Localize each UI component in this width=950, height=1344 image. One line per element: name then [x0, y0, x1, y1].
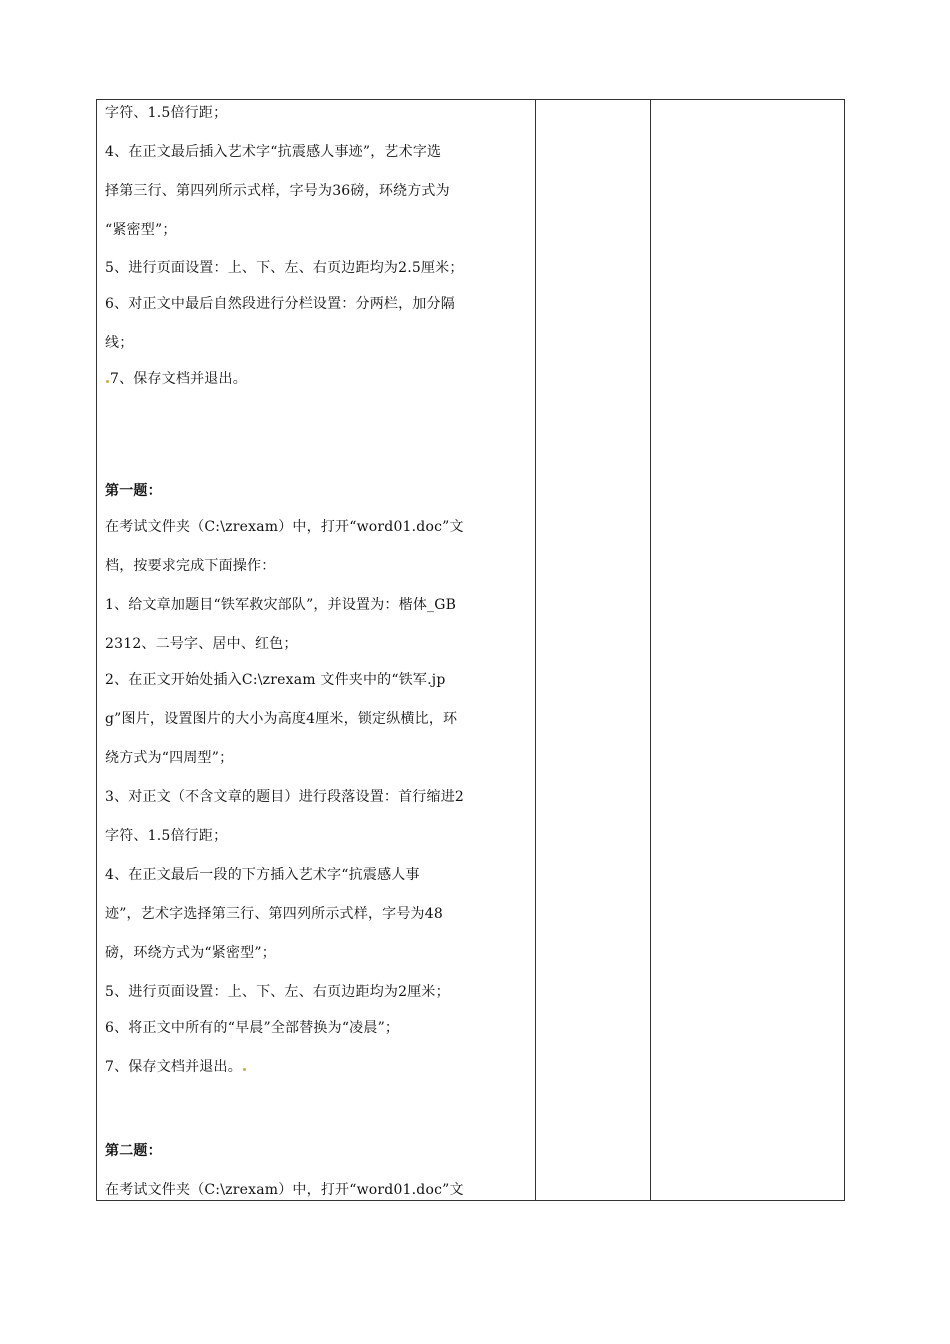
text-line: 在考试文件夹（C:\zrexam）中，打开“word01.doc”文	[105, 519, 464, 535]
revision-mark	[106, 380, 109, 383]
text-line: 3、对正文（不含文章的题目）进行段落设置：首行缩进2	[105, 789, 465, 805]
section-heading: 第一题：	[105, 483, 162, 499]
revision-mark	[243, 1068, 246, 1071]
text-line: 6、将正文中所有的“早晨”全部替换为“凌晨”；	[105, 1020, 400, 1036]
text-line: 字符、1.5倍行距；	[105, 828, 228, 844]
table-frame	[96, 99, 845, 1201]
text-line: 迹”，艺术字选择第三行、第四列所示式样，字号为48	[105, 906, 443, 922]
text-line: g”图片，设置图片的大小为高度4厘米，锁定纵横比，环	[105, 711, 458, 727]
text-line: 线；	[105, 335, 134, 351]
text-line: 择第三行、第四列所示式样，字号为36磅，环绕方式为	[105, 183, 450, 199]
text-line: 磅，环绕方式为“紧密型”；	[105, 945, 276, 961]
text-line: 4、在正文最后插入艺术字“抗震感人事迹”，艺术字选	[105, 144, 442, 160]
text-line: 5、进行页面设置：上、下、左、右页边距均为2厘米；	[105, 984, 450, 1000]
text-line: 绕方式为“四周型”；	[105, 750, 234, 766]
column-divider-1	[535, 100, 536, 1200]
text-line: 在考试文件夹（C:\zrexam）中，打开“word01.doc”文	[105, 1182, 464, 1198]
text-line: “紧密型”；	[105, 222, 177, 238]
text-line: 字符、1.5倍行距；	[105, 105, 228, 121]
text-line: 2312、二号字、居中、红色；	[105, 636, 298, 652]
text-line: 7、保存文档并退出。	[105, 1057, 247, 1077]
text-line: 1、给文章加题目“铁军救灾部队”，并设置为：楷体_GB	[105, 597, 457, 613]
text-line: 2、在正文开始处插入C:\zrexam 文件夹中的“铁军.jp	[105, 672, 446, 688]
text-line: 6、对正文中最后自然段进行分栏设置：分两栏，加分隔	[105, 296, 455, 312]
section-heading: 第二题：	[105, 1143, 162, 1159]
text-line: 7、保存文档并退出。	[105, 369, 247, 389]
text-line: 档，按要求完成下面操作：	[105, 558, 276, 574]
column-divider-2	[650, 100, 651, 1200]
text-line: 4、在正文最后一段的下方插入艺术字“抗震感人事	[105, 867, 420, 883]
text-line: 5、进行页面设置：上、下、左、右页边距均为2.5厘米；	[105, 260, 464, 276]
